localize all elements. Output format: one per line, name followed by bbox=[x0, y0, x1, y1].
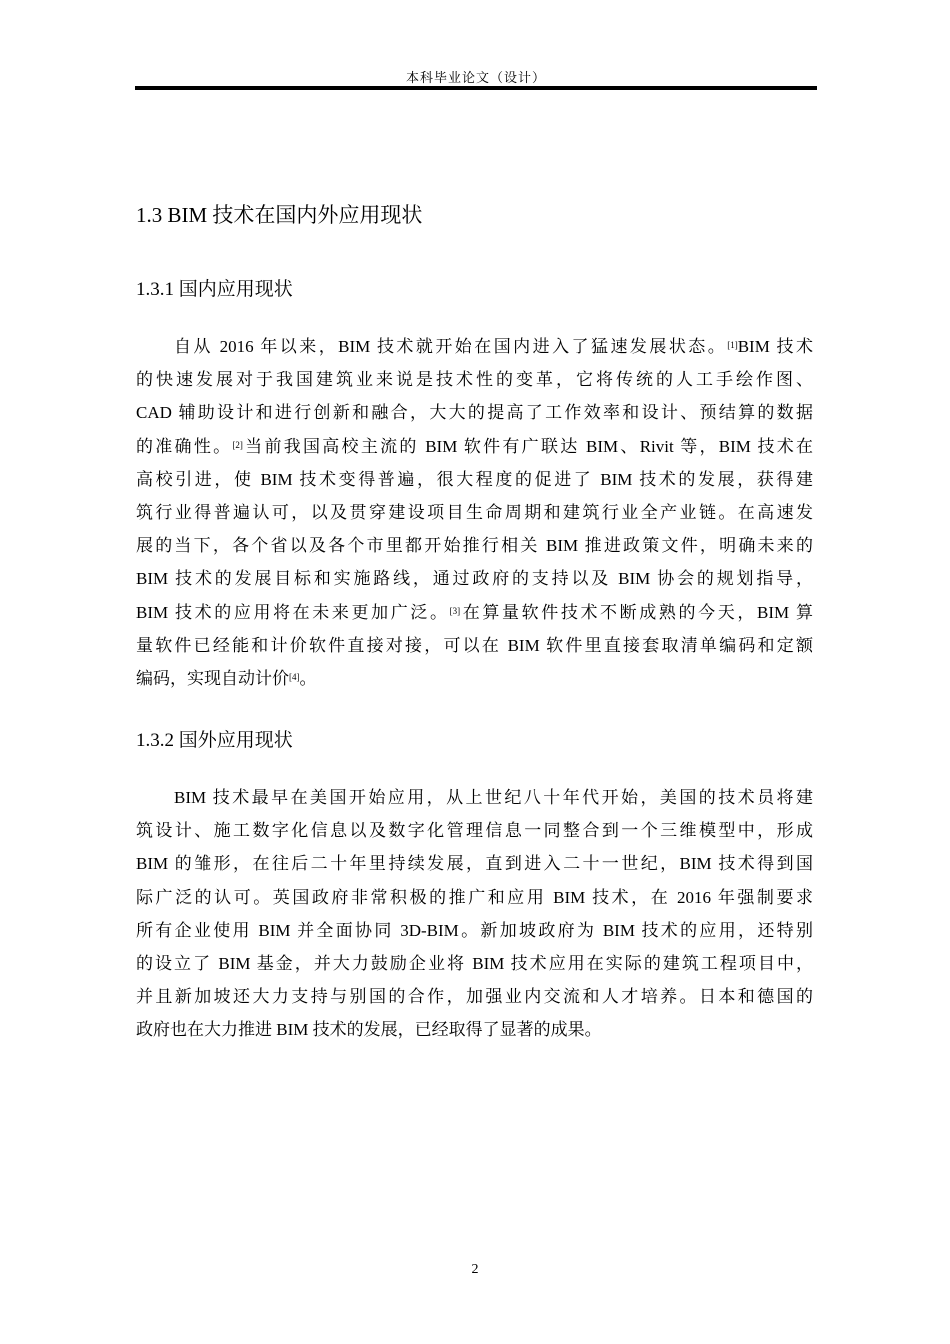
paragraph-line: 筑行业得普遍认可，以及贯穿建设项目生命周期和建筑行业全产业链。在高速发 bbox=[136, 503, 813, 523]
subsection-heading-domestic: 1.3.1 国内应用现状 bbox=[136, 279, 293, 300]
citation-ref: [1] bbox=[727, 340, 738, 350]
page-number: 2 bbox=[471, 1262, 479, 1277]
paragraph-line: 的准确性。[2]当前我国高校主流的 BIM 软件有广联达 BIM、Rivit 等，BIM 技术在 bbox=[136, 436, 813, 456]
paragraph-line: 的快速发展对于我国建筑业来说是技术性的变革，它将传统的人工手绘作图、 bbox=[136, 370, 813, 390]
paragraph-line: 的设立了 BIM 基金，并大力鼓励企业将 BIM 技术应用在实际的建筑工程项目中， bbox=[136, 954, 813, 974]
paragraph-line: 政府也在大力推进 BIM 技术的发展，已经取得了显著的成果。 bbox=[136, 1020, 602, 1040]
section-heading: 1.3 BIM 技术在国内外应用现状 bbox=[136, 203, 423, 227]
paragraph-line: BIM 技术最早在美国开始应用，从上世纪八十年代开始，美国的技术员将建 bbox=[174, 788, 813, 807]
citation-ref: [4] bbox=[289, 672, 300, 683]
paragraph-line: BIM 的雏形，在往后二十年里持续发展，直到进入二十一世纪，BIM 技术得到国 bbox=[136, 854, 813, 874]
subsection-heading-foreign: 1.3.2 国外应用现状 bbox=[136, 730, 293, 751]
citation-ref: [2] bbox=[232, 439, 243, 450]
paragraph-line: 所有企业使用 BIM 并全面协同 3D-BIM。新加坡政府为 BIM 技术的应用，还特别 bbox=[136, 920, 813, 940]
paragraph-line: 筑设计、施工数字化信息以及数字化管理信息一同整合到一个三维模型中，形成 bbox=[136, 821, 813, 841]
running-header: 本科毕业论文（设计） bbox=[405, 70, 546, 85]
paragraph-line: BIM 技术的发展目标和实施路线，通过政府的支持以及 BIM 协会的规划指导， bbox=[136, 569, 813, 589]
paragraph-line: 并且新加坡还大力支持与别国的合作，加强业内交流和人才培养。日本和德国的 bbox=[136, 987, 813, 1007]
paragraph-domestic bbox=[136, 330, 813, 695]
paragraph-line: 高校引进，使 BIM 技术变得普遍，很大程度的促进了 BIM 技术的发展，获得建 bbox=[136, 469, 813, 489]
paragraph-line: 展的当下，各个省以及各个市里都开始推行相关 BIM 推进政策文件，明确未来的 bbox=[136, 536, 813, 556]
paragraph-line: BIM 技术的应用将在未来更加广泛。[3]在算量软件技术不断成熟的今天，BIM 算 bbox=[136, 602, 813, 622]
paragraph-foreign bbox=[136, 781, 813, 1047]
paragraph-line: 自从 2016 年以来，BIM 技术就开始在国内进入了猛速发展状态。[1]BIM 技术 bbox=[174, 337, 813, 356]
paragraph-line: 量软件已经能和计价软件直接对接，可以在 BIM 软件里直接套取清单编码和定额 bbox=[136, 635, 813, 655]
citation-ref: [3] bbox=[449, 605, 461, 616]
paragraph-line: 际广泛的认可。英国政府非常积极的推广和应用 BIM 技术，在 2016 年强制要求 bbox=[136, 887, 813, 907]
paragraph-line: CAD 辅助设计和进行创新和融合，大大的提高了工作效率和设计、预结算的数据 bbox=[136, 403, 813, 423]
header-rule bbox=[135, 86, 817, 90]
paragraph-line: 编码，实现自动计价[4]。 bbox=[136, 669, 317, 689]
